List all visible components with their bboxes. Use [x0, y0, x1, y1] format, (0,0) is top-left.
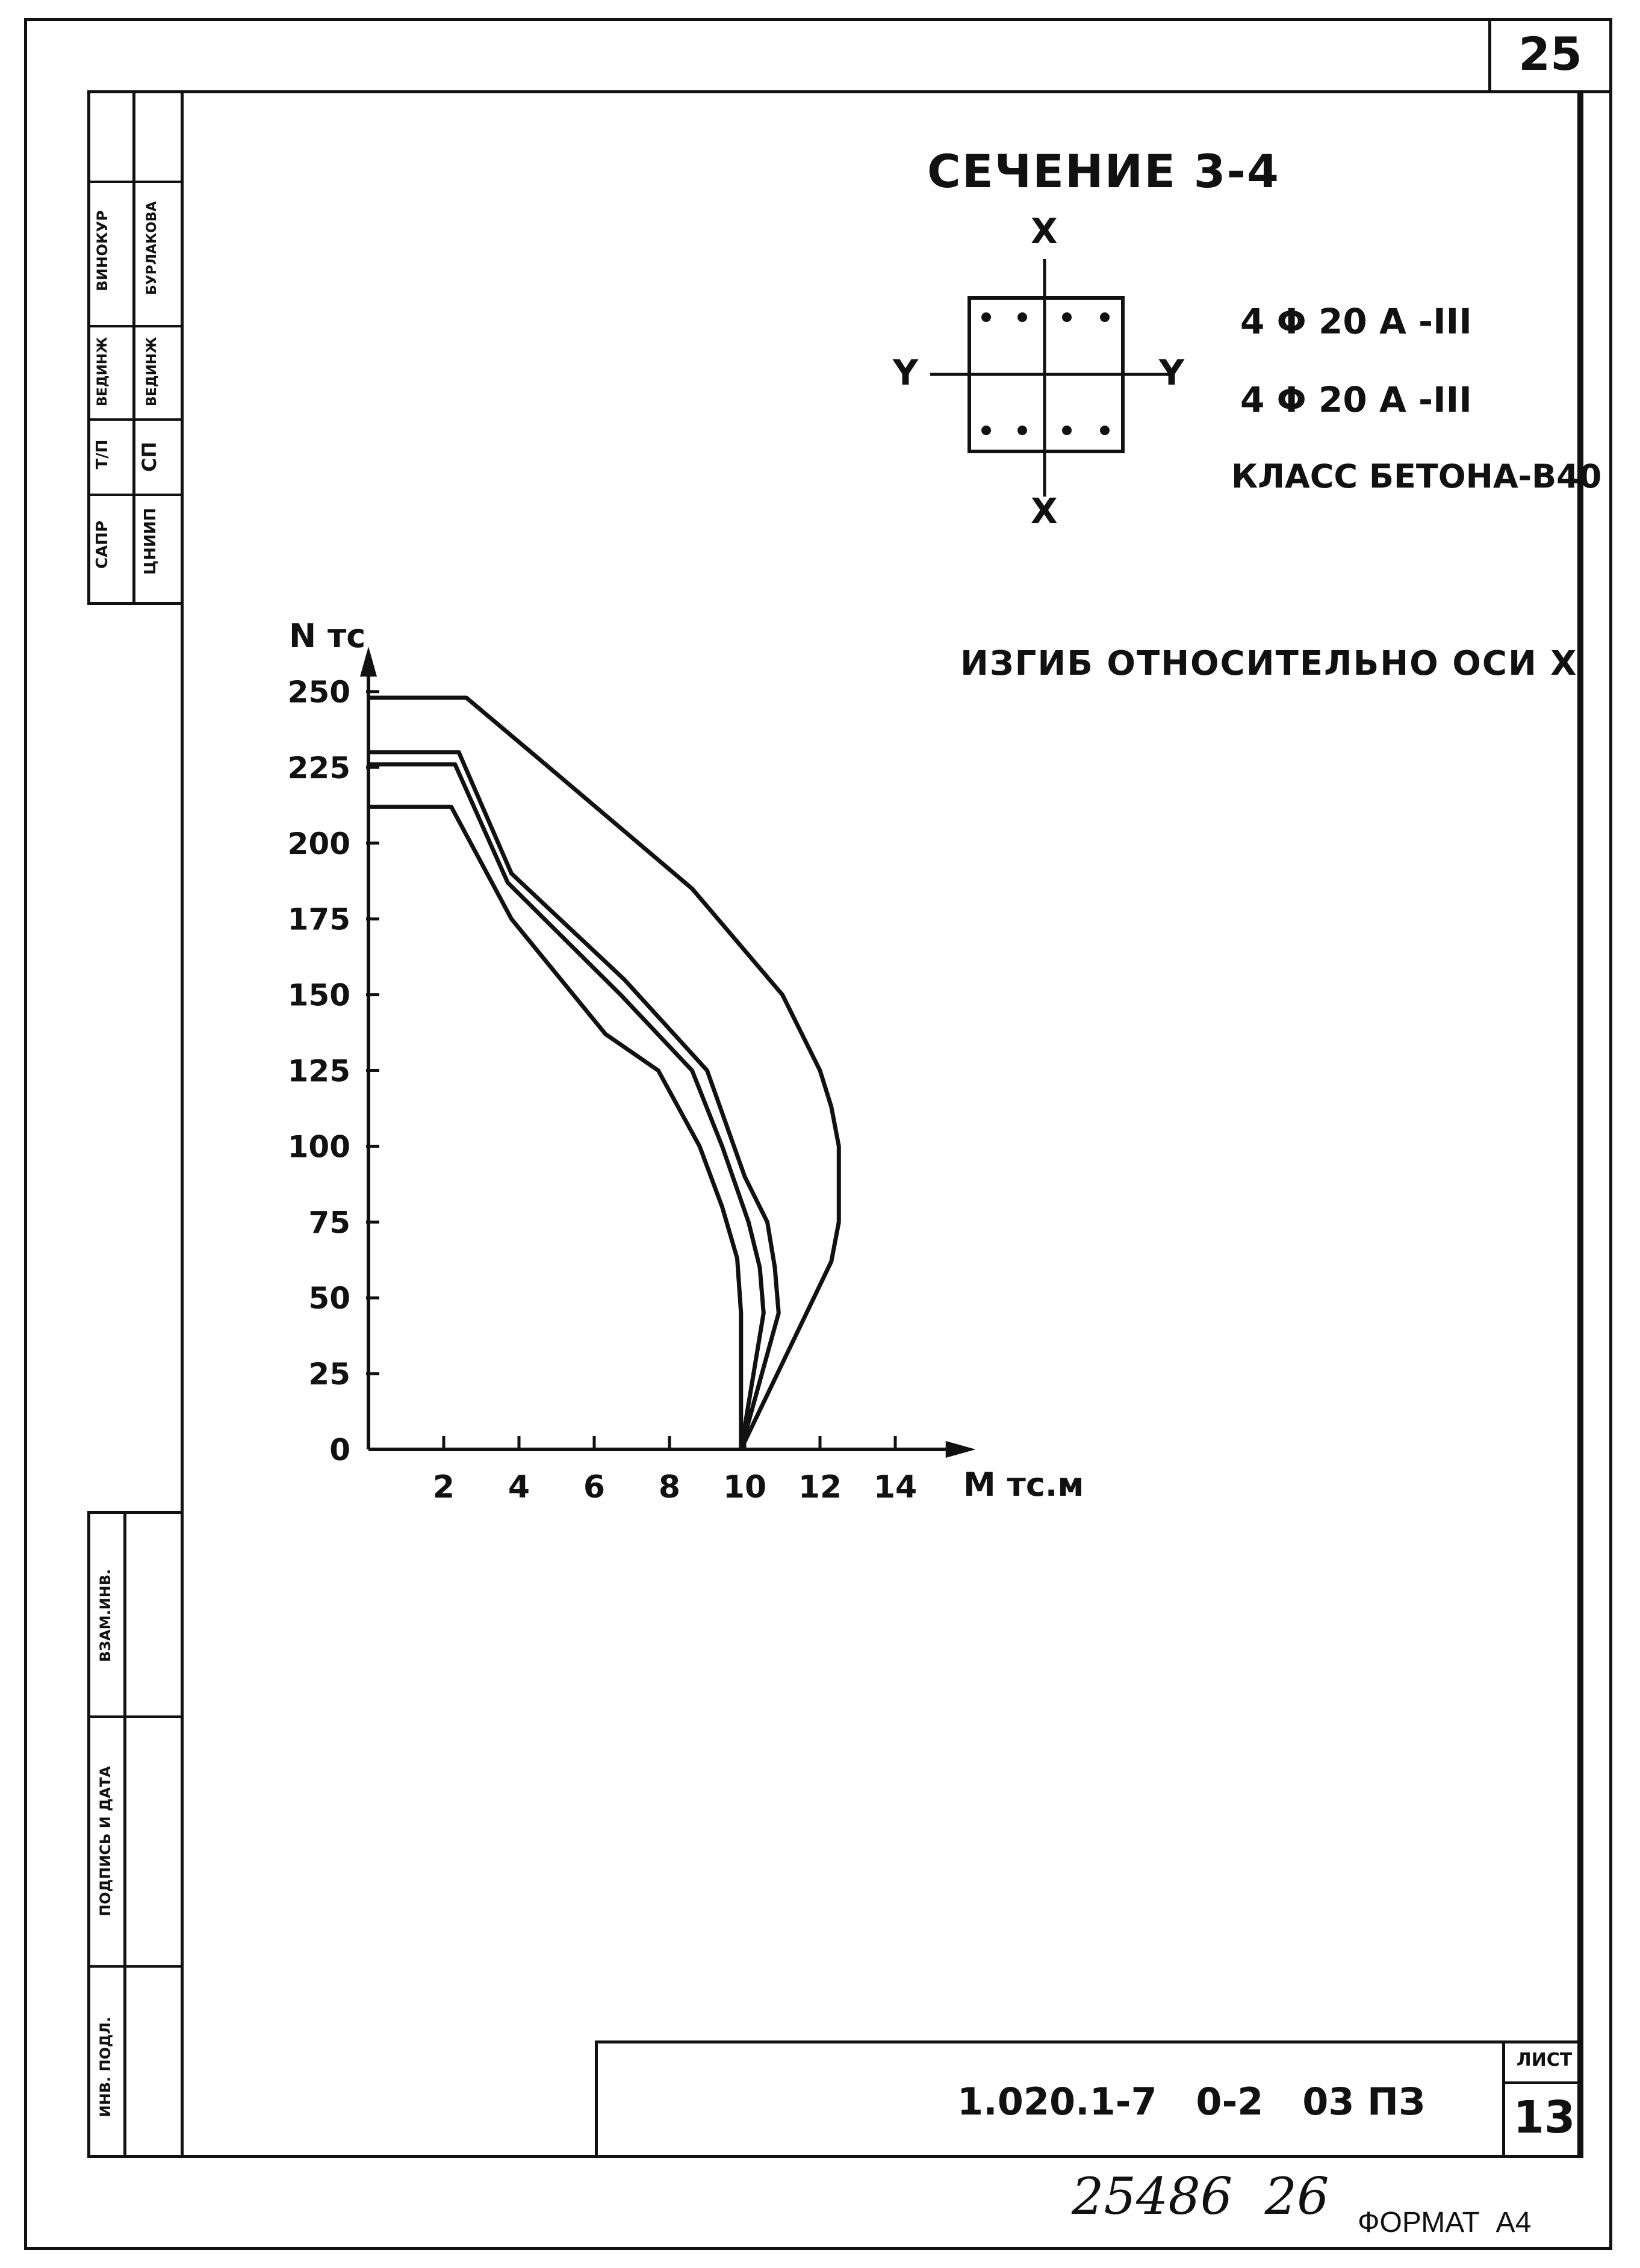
- y-tick-label: 175: [287, 902, 350, 937]
- concrete-class: КЛАСС БЕТОНА-В40: [1231, 457, 1602, 495]
- axis-y-left-label: Y: [893, 352, 918, 393]
- x-tick-label: 8: [658, 1469, 681, 1505]
- section-title: СЕЧЕНИЕ 3-4: [927, 144, 1280, 198]
- sheet-label: ЛИСТ: [1516, 2050, 1573, 2071]
- y-tick-label: 150: [287, 978, 350, 1013]
- y-tick-label: 125: [287, 1053, 350, 1089]
- x-tick-label: 6: [583, 1469, 606, 1505]
- x-tick-label: 10: [722, 1469, 767, 1505]
- page-number: 25: [1518, 27, 1582, 81]
- stamp-col1-vinokur: ВИНОКУР: [94, 210, 111, 291]
- stamp-col1-vedinzh: ВЕДИНЖ: [95, 336, 110, 406]
- x-tick-label: 2: [432, 1469, 455, 1505]
- stamp-col2-vedinzh: ВЕДИНЖ: [144, 336, 160, 406]
- stamp-col1-tp: Т/П: [93, 439, 111, 469]
- y-tick-label: 100: [287, 1129, 350, 1165]
- y-tick-label: 50: [308, 1281, 350, 1316]
- chart-ticks: [288, 675, 918, 1505]
- axis-x-bottom-label: X: [1031, 491, 1058, 531]
- chart-series: [368, 698, 839, 1449]
- stamp-col2-burlakova: БУРЛАКОВА: [144, 201, 160, 295]
- format-label: ФОРМАТ А4: [1358, 2207, 1532, 2239]
- stamp-podpis-data: ПОДПИСЬ И ДАТА: [97, 1766, 114, 1916]
- x-axis-arrow: [946, 1441, 976, 1458]
- bending-caption: ИЗГИБ ОТНОСИТЕЛЬНО ОСИ X: [960, 644, 1578, 683]
- stamp-col2-sp: СП: [138, 441, 161, 472]
- chart-ylabel: N тс: [289, 617, 366, 655]
- stamp-vzam-inv: ВЗАМ.ИНВ.: [97, 1569, 114, 1662]
- x-tick-label: 4: [508, 1469, 530, 1505]
- x-tick-label: 14: [873, 1469, 918, 1505]
- y-tick-label: 75: [308, 1205, 350, 1241]
- stamp-col2-tsniip: ЦНИИП: [141, 507, 160, 575]
- handwritten-code: 25486 26: [1072, 2167, 1329, 2226]
- chart-axes: [360, 646, 976, 1458]
- chart-xlabel: M тс.м: [963, 1466, 1084, 1504]
- y-tick-label: 250: [287, 675, 350, 710]
- axis-y-right-label: Y: [1159, 352, 1184, 393]
- y-tick-label: 225: [287, 750, 350, 785]
- sheet-number: 13: [1513, 2092, 1576, 2143]
- series-curve-2: [368, 764, 763, 1449]
- y-tick-label: 25: [308, 1357, 350, 1392]
- stamp-inv-podl: ИНВ. ПОДЛ.: [97, 2016, 114, 2118]
- series-curve-1: [368, 807, 741, 1449]
- y-tick-label: 0: [329, 1433, 350, 1467]
- rebar-bottom-spec: 4 Φ 20 A -III: [1240, 379, 1472, 420]
- axis-x-top-label: X: [1031, 211, 1058, 252]
- doc-code: 1.020.1-7 0-2 03 ПЗ: [957, 2080, 1425, 2124]
- rebar-top-spec: 4 Φ 20 A -III: [1240, 301, 1472, 342]
- x-tick-label: 12: [798, 1469, 842, 1505]
- y-tick-label: 200: [287, 826, 350, 861]
- series-curve-4: [368, 698, 839, 1449]
- series-curve-3: [368, 752, 778, 1449]
- stamp-col1-sapr: САПР: [93, 520, 111, 569]
